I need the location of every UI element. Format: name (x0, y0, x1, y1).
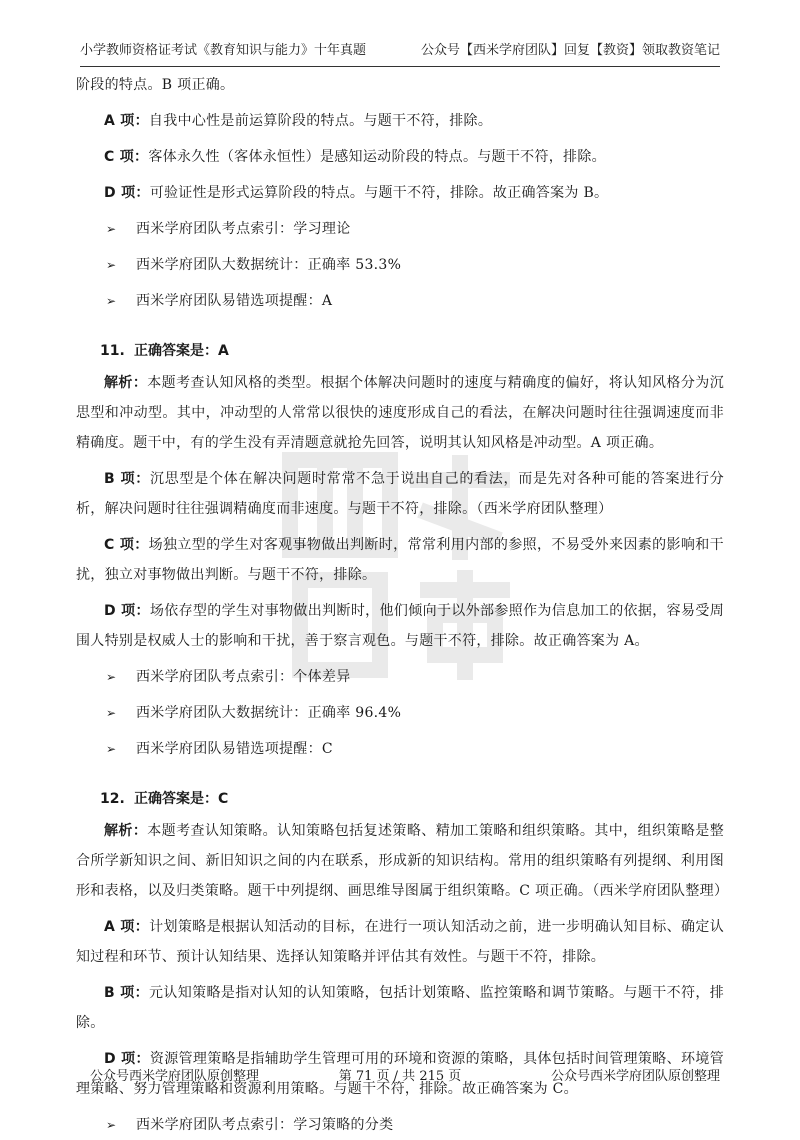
footer-right: 公众号西米学府团队原创整理 (550, 1069, 720, 1084)
arrow-bullet-icon: ➢ (106, 1118, 117, 1132)
q11-answer-heading: 11. 正确答案是：A (100, 343, 229, 359)
arrow-bullet-icon: ➢ (106, 670, 117, 684)
q12-answer-heading: 12. 正确答案是：C (100, 791, 229, 807)
list-item: ➢ 西米学府团队易错选项提醒：A (76, 286, 724, 316)
q10-option-d: D 项：可验证性是形式运算阶段的特点。与题干不符，排除。故正确答案为 B。 (104, 185, 609, 201)
q12-option-b: B 项：元认知策略是指对认知的认知策略，包括计划策略、监控策略和调节策略。与题干不符，排除。 (76, 985, 724, 1031)
q11-option-b: B 项：沉思型是个体在解决问题时常常不急于说出自己的看法，而是先对各种可能的答案进行分析，解决问题时往往强调精确度而非速度。与题干不符，排除。（西米学府团队整理） (76, 471, 724, 517)
list-item: ➢ 西米学府团队易错选项提醒：C (76, 734, 724, 764)
q12-option-a: A 项：计划策略是根据认知活动的目标，在进行一项认知活动之前，进一步明确认知目标、确定认知过程和环节、预计认知结果、选择认知策略并评估其有效性。与题干不符，排除。 (76, 919, 724, 965)
q12-option-d: D 项：资源管理策略是指辅助学生管理可用的环境和资源的策略，具体包括时间管理策略、环境管理策略、努力管理策略和资源利用策略。与题干不符，排除。故正确答案为 C。 (76, 1051, 724, 1097)
q10-option-a: A 项：自我中心性是前运算阶段的特点。与题干不符，排除。 (104, 113, 493, 129)
list-item: ➢ 西米学府团队考点索引：学习策略的分类 (76, 1110, 724, 1140)
page-header (80, 36, 720, 67)
arrow-bullet-icon: ➢ (106, 742, 117, 756)
arrow-bullet-icon: ➢ (106, 222, 117, 236)
arrow-bullet-icon: ➢ (106, 294, 117, 308)
page-number: 第 71 页 / 共 215 页 (338, 1069, 462, 1084)
header-title: 小学教师资格证考试《教育知识与能力》十年真题 (80, 43, 367, 58)
list-item: ➢ 西米学府团队考点索引：学习理论 (76, 214, 724, 244)
header-promo: 公众号【西米学府团队】回复【教资】领取教资笔记 (420, 43, 720, 58)
arrow-bullet-icon: ➢ (106, 258, 117, 272)
arrow-bullet-icon: ➢ (106, 706, 117, 720)
previous-fragment: 阶段的特点。B 项正确。 (76, 77, 235, 93)
list-item: ➢ 西米学府团队考点索引：个体差异 (76, 662, 724, 692)
list-item: ➢ 西米学府团队大数据统计：正确率 53.3% (76, 250, 724, 280)
page-footer (80, 1064, 720, 1090)
q10-option-c: C 项：客体永久性（客体永恒性）是感知运动阶段的特点。与题干不符，排除。 (104, 149, 606, 165)
page-content (76, 70, 729, 1140)
q11-option-d: D 项：场依存型的学生对事物做出判断时，他们倾向于以外部参照作为信息加工的依据，容易受周围人特别是权威人士的影响和干扰，善于察言观色。与题干不符，排除。故正确答案为 A。 (76, 603, 724, 649)
q11-option-c: C 项：场独立型的学生对客观事物做出判断时，常常利用内部的参照，不易受外来因素的影响和干扰，独立对事物做出判断。与题干不符，排除。 (76, 537, 724, 583)
footer-left: 公众号西米学府团队原创整理 (90, 1069, 260, 1084)
list-item: ➢ 西米学府团队大数据统计：正确率 96.4% (76, 698, 724, 728)
q12-analysis: 解析：本题考查认知策略。认知策略包括复述策略、精加工策略和组织策略。其中，组织策略是整合所学新知识之间、新旧知识之间的内在联系，形成新的知识结构。常用的组织策略有列提纲、利用图形和表格，以及归类策略。题干中列提纲、画思维导图属于组织策略。C 项正确。（西米学府团队整理） (76, 823, 729, 899)
q11-analysis: 解析：本题考查认知风格的类型。根据个体解决问题时的速度与精确度的偏好，将认知风格分为沉思型和冲动型。其中，冲动型的人常常以很快的速度形成自己的看法，在解决问题时往往强调速度而非精确度。题干中，有的学生没有弄清题意就抢先回答，说明其认知风格是冲动型。A 项正确。 (76, 375, 724, 451)
